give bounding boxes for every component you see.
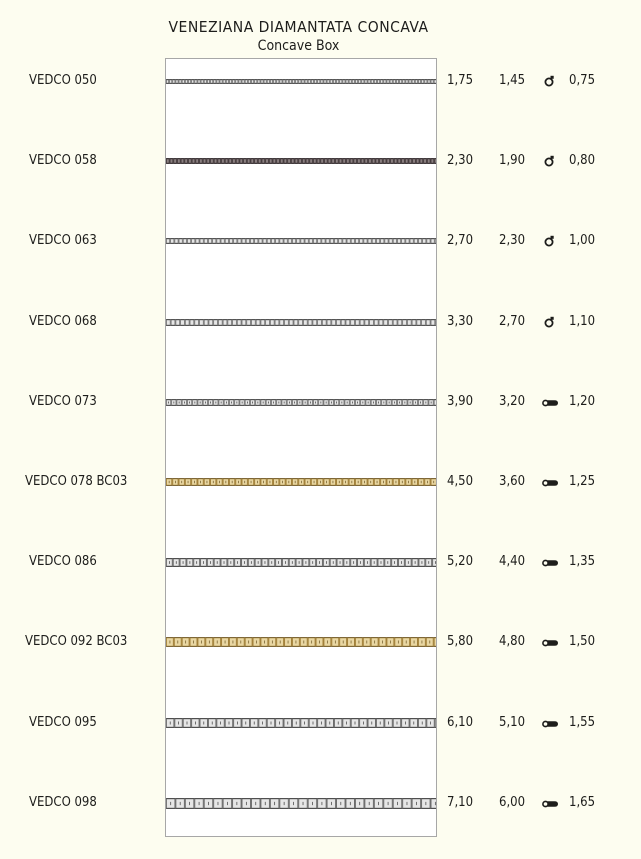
value-2: 2,30 xyxy=(499,233,526,248)
value-1: 5,20 xyxy=(447,554,474,569)
value-2: 5,10 xyxy=(499,715,526,730)
value-3: 0,75 xyxy=(569,73,596,88)
value-3: 1,50 xyxy=(569,634,596,649)
lobster-clasp-icon xyxy=(541,634,559,650)
value-3: 1,55 xyxy=(569,715,596,730)
page-subtitle: Concave Box xyxy=(257,38,340,54)
chain-image xyxy=(166,79,436,84)
spring-ring-clasp-icon xyxy=(541,153,559,169)
value-1: 6,10 xyxy=(447,715,474,730)
chain-image xyxy=(166,238,436,244)
value-1: 2,70 xyxy=(447,233,474,248)
value-2: 3,20 xyxy=(499,394,526,409)
table-row xyxy=(0,151,641,171)
value-1: 2,30 xyxy=(447,153,474,168)
value-1: 5,80 xyxy=(447,634,474,649)
value-3: 1,35 xyxy=(569,554,596,569)
value-2: 1,45 xyxy=(499,73,526,88)
chain-code: VEDCO 073 xyxy=(29,394,97,409)
value-2: 3,60 xyxy=(499,474,526,489)
value-3: 1,25 xyxy=(569,474,596,489)
chain-code: VEDCO 092 BC03 xyxy=(25,634,128,649)
spring-ring-clasp-icon xyxy=(541,233,559,249)
chain-code: VEDCO 078 BC03 xyxy=(25,474,128,489)
table-row xyxy=(0,552,641,572)
value-3: 0,80 xyxy=(569,153,596,168)
chain-code: VEDCO 098 xyxy=(29,795,97,810)
value-2: 2,70 xyxy=(499,314,526,329)
lobster-clasp-icon xyxy=(541,394,559,410)
value-1: 3,30 xyxy=(447,314,474,329)
chain-image xyxy=(166,399,436,406)
table-row xyxy=(0,472,641,492)
chain-image xyxy=(166,798,436,809)
chain-image xyxy=(166,637,436,647)
chain-image xyxy=(166,319,436,326)
lobster-clasp-icon xyxy=(541,474,559,490)
value-1: 3,90 xyxy=(447,394,474,409)
spring-ring-clasp-icon xyxy=(541,314,559,330)
table-row xyxy=(0,231,641,251)
value-1: 4,50 xyxy=(447,474,474,489)
chain-code: VEDCO 086 xyxy=(29,554,97,569)
page-title: VENEZIANA DIAMANTATA CONCAVA xyxy=(168,18,429,36)
lobster-clasp-icon xyxy=(541,795,559,811)
chain-code: VEDCO 050 xyxy=(29,73,97,88)
table-row xyxy=(0,793,641,813)
table-row xyxy=(0,312,641,332)
table-row xyxy=(0,392,641,412)
value-1: 1,75 xyxy=(447,73,474,88)
chain-image xyxy=(166,158,436,164)
chain-code: VEDCO 063 xyxy=(29,233,97,248)
table-row xyxy=(0,713,641,733)
chain-code: VEDCO 095 xyxy=(29,715,97,730)
value-2: 4,40 xyxy=(499,554,526,569)
table-row xyxy=(0,632,641,652)
lobster-clasp-icon xyxy=(541,715,559,731)
value-2: 4,80 xyxy=(499,634,526,649)
chain-code: VEDCO 058 xyxy=(29,153,97,168)
chain-code: VEDCO 068 xyxy=(29,314,97,329)
chain-image xyxy=(166,558,436,567)
lobster-clasp-icon xyxy=(541,554,559,570)
value-2: 1,90 xyxy=(499,153,526,168)
chain-image xyxy=(166,718,436,728)
value-3: 1,20 xyxy=(569,394,596,409)
value-3: 1,00 xyxy=(569,233,596,248)
chain-image xyxy=(166,478,436,486)
spring-ring-clasp-icon xyxy=(541,73,559,89)
value-1: 7,10 xyxy=(447,795,474,810)
value-2: 6,00 xyxy=(499,795,526,810)
table-row xyxy=(0,71,641,91)
value-3: 1,65 xyxy=(569,795,596,810)
value-3: 1,10 xyxy=(569,314,596,329)
